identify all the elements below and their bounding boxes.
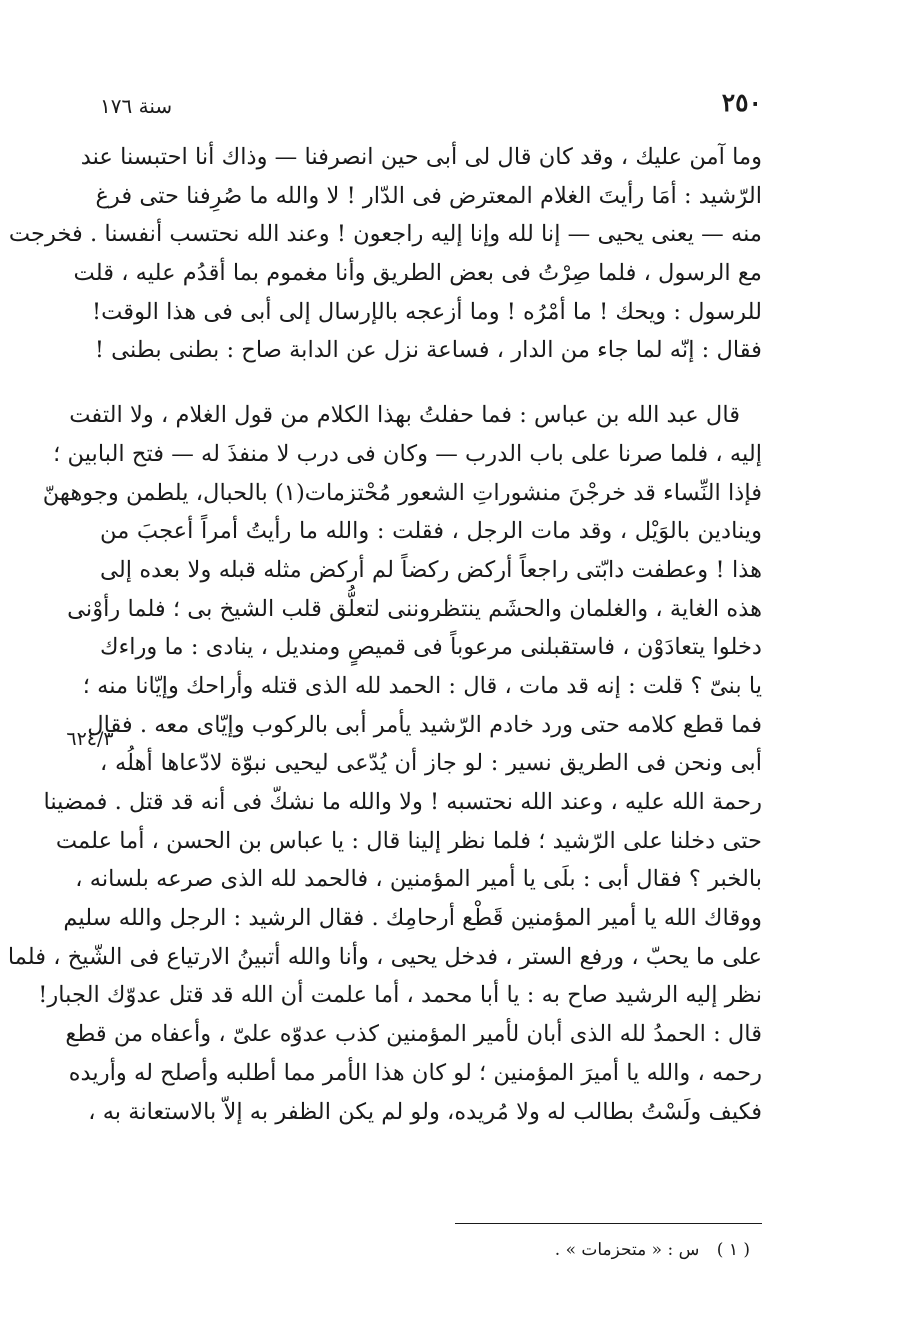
text-line: ووقاك الله يا أمير المؤمنين قَطْع أرحامِك . فقال الرشيد : الرجل والله سليم xyxy=(63,905,762,932)
text-line: فكيف ولَسْتُ بطالب له ولا مُريده، ولو لم يكن الظفر به إلاّ بالاستعانة به ، xyxy=(88,1098,762,1125)
text-line: بالخبر ؟ فقال أبى : بلَى يا أمير المؤمنين ، فالحمد لله الذى صرعه بلسانه ، xyxy=(75,866,762,893)
text-line: على ما يحبّ ، ورفع الستر ، فدخل يحيى ، وأنا والله أتبينُ الارتياع فى الشّيخ ، فلما xyxy=(7,943,762,970)
footnote-text: س : « متحزمات » . xyxy=(554,1240,700,1260)
text-line: فإذا النِّساء قد خرجْنَ منشوراتِ الشعور مُحْتزمات(١) بالحبال، يلطمن وجوههنّ xyxy=(42,479,762,506)
text-line: مع الرسول ، فلما صِرْتُ فى بعض الطريق وأنا مغموم بما أقدُم عليه ، قلت xyxy=(73,260,762,287)
text-line: حتى دخلنا على الرّشيد ؛ فلما نظر إلينا قال : يا عباس بن الحسن ، أما علمت xyxy=(55,827,762,854)
footnote-divider xyxy=(455,1223,762,1224)
footnote-marker: ( ١ ) xyxy=(716,1240,750,1260)
paragraph-1 xyxy=(8,138,762,370)
text-line: الرّشيد : أمَا رأيتَ الغلام المعترض فى الدّار ! لا والله ما صُرِفنا حتى فرغ xyxy=(95,182,762,209)
text-line: وينادين بالوَيْل ، وقد مات الرجل ، فقلت : والله ما رأيتُ أمراً أعجبَ من xyxy=(100,518,762,545)
text-line: فما قطع كلامه حتى ورد خادم الرّشيد يأمر أبى بالركوب وإيّاى معه . فقال xyxy=(87,711,762,738)
text-line: أبى ونحن فى الطريق نسير : لو جاز أن يُدّعى ليحيى نبوّة لادّعاها أهلُه ، xyxy=(100,750,762,777)
margin-reference: ٦٢٤/٣ xyxy=(66,728,114,750)
text-line: هذا ! وعطفت دابّتى راجعاً أركض ركضاً لم أركض مثله قبله ولا بعده إلى xyxy=(100,556,762,583)
text-line: رحمة الله عليه ، وعند الله نحتسبه ! ولا والله ما نشكّ فى أنه قد قتل . فمضينا xyxy=(43,789,762,815)
text-line: قال عبد الله بن عباس : فما حفلتُ بهذا الكلام من قول الغلام ، ولا التفت xyxy=(69,402,740,429)
page-number: ٢٥٠ xyxy=(721,88,762,117)
text-line: قال : الحمدُ لله الذى أبان لأمير المؤمنين كذب عدوّه علىّ ، وأعفاه من قطع xyxy=(65,1021,762,1048)
text-line: هذه الغاية ، والغلمان والحشَم ينتظروننى لتعلُّق قلب الشيخ بى ؛ فلما رأوْنى xyxy=(67,595,762,622)
text-line: دخلوا يتعادَوْن ، فاستقبلنى مرعوباً فى قميصٍ ومنديل ، ينادى : ما وراءك xyxy=(100,634,762,661)
text-line: فقال : إنّه لما جاء من الدار ، فساعة نزل عن الدابة صاح : بطنى بطنى ! xyxy=(94,337,762,364)
text-line: منه — يعنى يحيى — إنا لله وإنا إليه راجعون ! وعند الله نحتسب أنفسنا . فخرجت xyxy=(8,221,762,248)
text-line: رحمه ، والله يا أميرَ المؤمنين ؛ لو كان هذا الأمر مما أطلبه وأصلح له وأريده xyxy=(68,1059,762,1086)
text-line: للرسول : ويحك ! ما أمْرُه ! وما أزعجه بالإرسال إلى أبى فى هذا الوقت! xyxy=(92,298,762,325)
page-header xyxy=(100,88,762,128)
running-head-year: سنة ١٧٦ xyxy=(100,94,173,118)
text-line: وما آمن عليك ، وقد كان قال لى أبى حين انصرفنا — وذاك أنا احتبسنا عند xyxy=(80,144,762,170)
text-line: نظر إليه الرشيد صاح به : يا أبا محمد ، أما علمت أن الله قد قتل عدوّك الجبار! xyxy=(38,982,762,1009)
text-line: يا بنىّ ؟ قلت : إنه قد مات ، قال : الحمد لله الذى قتله وأراحك وإيّانا منه ؛ xyxy=(82,672,762,699)
text-line: إليه ، فلما صرنا على باب الدرب — وكان فى درب لا منفذَ له — فتح البابين ؛ xyxy=(53,440,762,467)
footnote xyxy=(100,1240,762,1260)
